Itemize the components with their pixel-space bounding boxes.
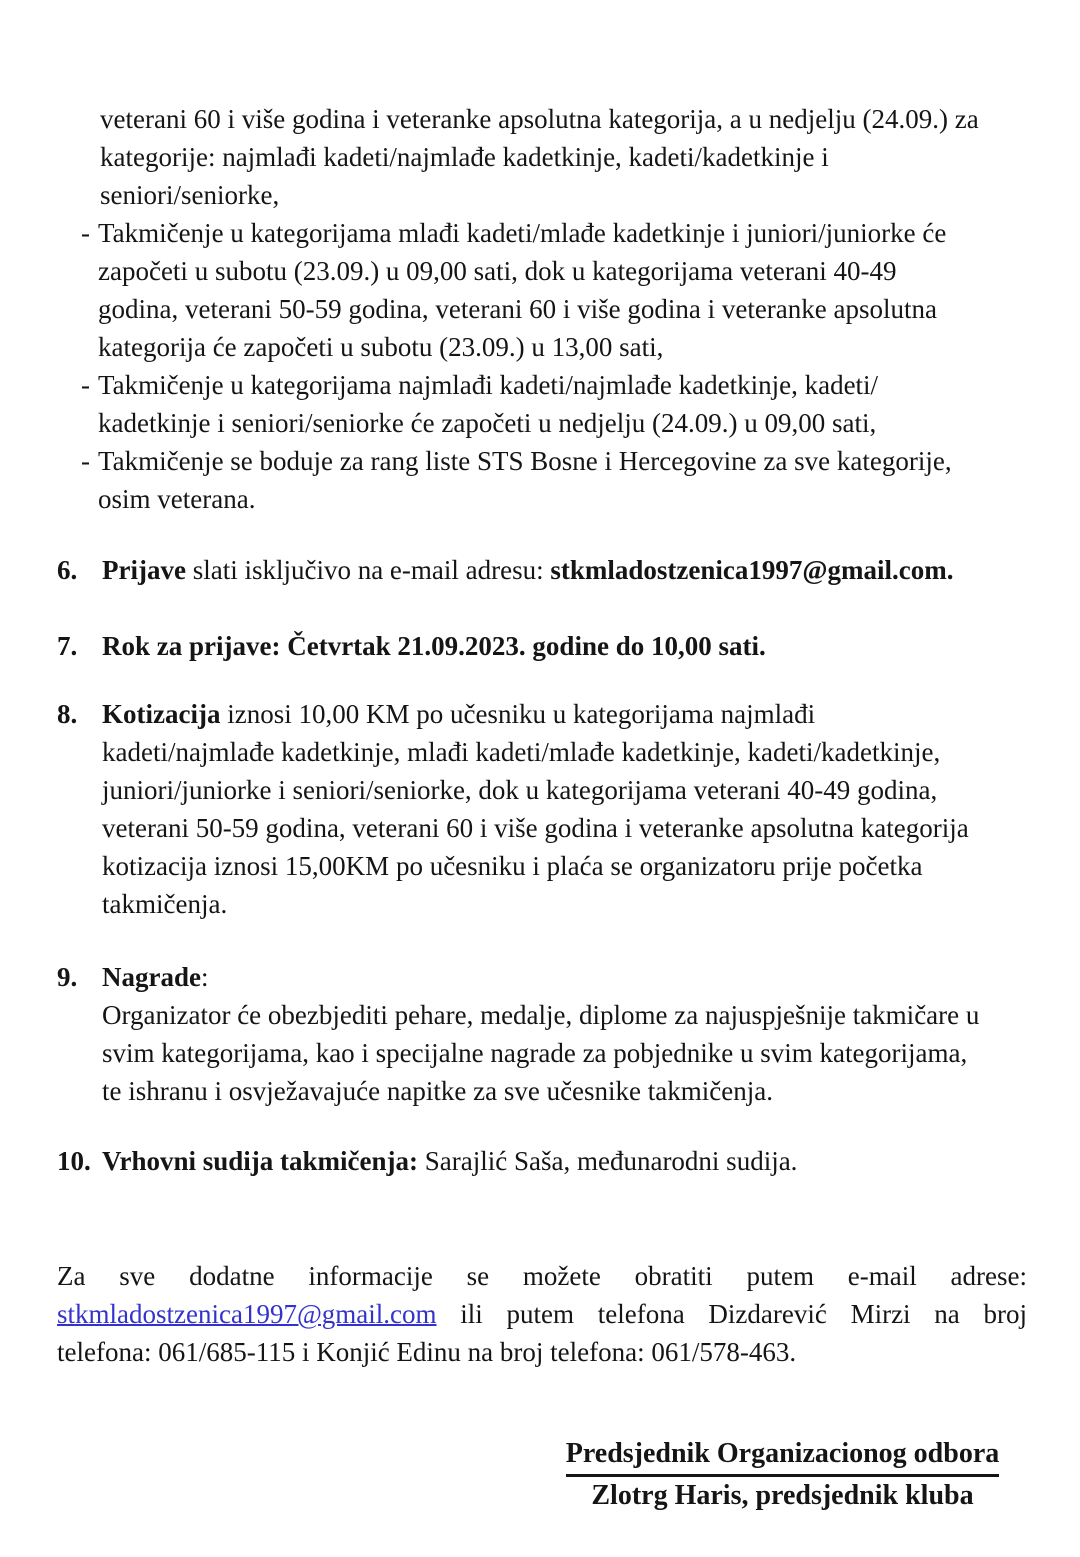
text-line: započeti u subotu (23.09.) u 09,00 sati, dok u kategorijama veterani 40-49: [98, 256, 897, 286]
item-lead-bold: Prijave: [102, 555, 186, 585]
item-text: slati isključivo na e-mail adresu:: [185, 555, 551, 585]
text-line: [102, 551, 1027, 589]
item-text: ili putem telefona Dizdarević Mirzi na broj: [436, 1299, 1027, 1329]
text-line: kategorije: najmlađi kadeti/najmlađe kadetkinje, kadeti/kadetkinje i: [100, 142, 829, 172]
numbered-item-6: [57, 551, 1027, 589]
text-line: Takmičenje se boduje za rang liste STS Bosne i Hercegovine za sve kategorije,: [98, 446, 952, 476]
document-body: [57, 100, 1027, 1515]
email-link[interactable]: stkmladostzenica1997@gmail.com: [57, 1299, 437, 1329]
text-line: te ishranu i osvježavajuće napitke za sve učesnike takmičenja.: [102, 1076, 773, 1106]
text-line: veterani 50-59 godina, veterani 60 i više godina i veteranke apsolutna kategorija: [102, 813, 969, 843]
text-line: seniori/seniorke,: [100, 180, 280, 210]
numbered-item-10: [57, 1142, 1027, 1180]
item-number: 10.: [57, 1146, 91, 1176]
item-lead-bold: Rok za prijave: Četvrtak 21.09.2023. godine do 10,00 sati.: [102, 631, 766, 661]
text-line: telefona: 061/685-115 i Konjić Edinu na broj telefona: 061/578-463.: [57, 1337, 797, 1367]
text-line: juniori/juniorke i seniori/seniorke, dok u kategorijama veterani 40-49 godina,: [102, 775, 938, 805]
dash-item: [57, 366, 1027, 442]
item-number: 8.: [57, 699, 78, 729]
dash-marker: -: [81, 446, 90, 476]
text-line: [102, 695, 1027, 733]
text-line: [57, 1295, 1027, 1333]
signature-block: [562, 1435, 1003, 1515]
text-line: kotizacija iznosi 15,00KM po učesniku i plaća se organizatoru prije početka: [102, 851, 923, 881]
text-line: veterani 60 i više godina i veteranke apsolutna kategorija, a u nedjelju (24.09.) za: [100, 104, 979, 134]
text-line: svim kategorijama, kao i specijalne nagrade za pobjednike u svim kategorijama,: [102, 1038, 968, 1068]
dash-item: [57, 442, 1027, 518]
text-line: takmičenja.: [102, 889, 228, 919]
text-line: godina, veterani 50-59 godina, veterani 60 i više godina i veteranke apsolutna: [98, 294, 937, 324]
text-line: [102, 627, 1027, 665]
text-line: [102, 958, 1027, 996]
text-line: osim veterana.: [98, 484, 256, 514]
item-text: Sarajlić Saša, međunarodni sudija.: [424, 1146, 798, 1176]
signature-title: Predsjednik Organizacionog odbora: [562, 1435, 1003, 1477]
dash-marker: -: [81, 218, 90, 248]
numbered-item-8: [57, 695, 1027, 923]
item-lead-bold: Vrhovni sudija takmičenja:: [102, 1146, 425, 1176]
item-number: 9.: [57, 962, 78, 992]
text-line: Takmičenje u kategorijama mlađi kadeti/mlađe kadetkinje i juniori/juniorke će: [98, 218, 947, 248]
text-line: Organizator će obezbjediti pehare, medalje, diplome za najuspješnije takmičare u: [102, 1000, 980, 1030]
dash-item: [57, 214, 1027, 366]
text-line: Takmičenje u kategorijama najmlađi kadeti/najmlađe kadetkinje, kadeti/: [98, 370, 879, 400]
text-line: [102, 1142, 1027, 1180]
text-line: Za sve dodatne informacije se možete obratiti putem e-mail adrese:: [57, 1261, 1027, 1291]
email-text-bold: stkmladostzenica1997@gmail.com.: [550, 555, 954, 585]
intro-continuation-paragraph: [57, 100, 1027, 214]
item-number: 7.: [57, 631, 78, 661]
item-lead-bold: Kotizacija: [102, 699, 221, 729]
numbered-item-7: [57, 627, 1027, 665]
signature-name: Zlotrg Haris, predsjednik kluba: [591, 1480, 974, 1511]
numbered-item-9: [57, 958, 1027, 1110]
item-lead-bold: Nagrade: [102, 962, 201, 992]
item-text: :: [200, 962, 209, 992]
contact-paragraph: [57, 1257, 1027, 1371]
dash-marker: -: [81, 370, 90, 400]
item-number: 6.: [57, 555, 78, 585]
text-line: kadeti/najmlađe kadetkinje, mlađi kadeti/mlađe kadetkinje, kadeti/kadetkinje,: [102, 737, 941, 767]
item-text: iznosi 10,00 KM po učesniku u kategorijama najmlađi: [220, 699, 816, 729]
text-line: kategorija će započeti u subotu (23.09.) u 13,00 sati,: [98, 332, 664, 362]
text-line: kadetkinje i seniori/seniorke će započeti u nedjelju (24.09.) u 09,00 sati,: [98, 408, 877, 438]
